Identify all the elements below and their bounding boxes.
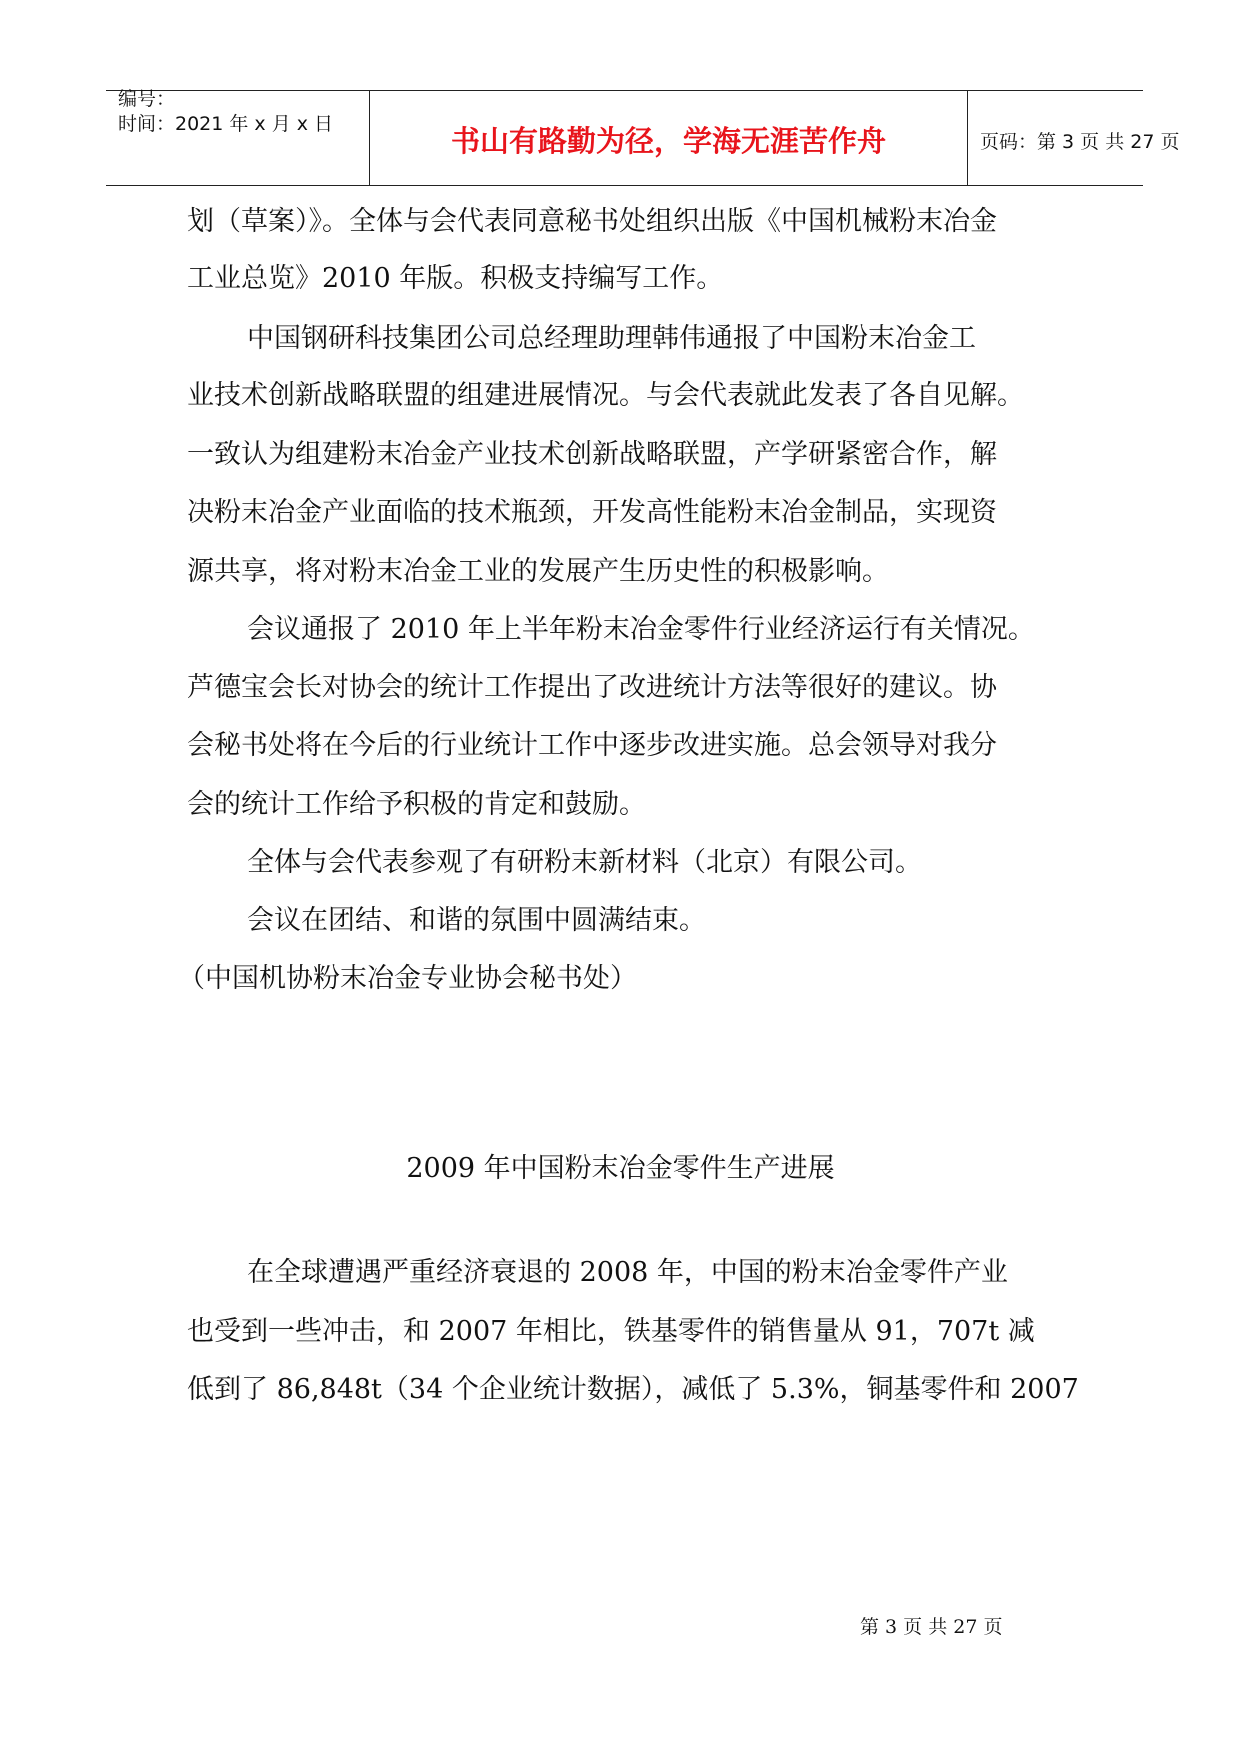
body-line: 业技术创新战略联盟的组建进展情况。与会代表就此发表了各自见解。 — [187, 380, 1024, 411]
body-line: 在全球遭遇严重经济衰退的 2008 年，中国的粉末冶金零件产业 — [247, 1257, 1008, 1288]
document-number-label: 编号： — [118, 88, 176, 110]
page-footer: 第 3 页 共 27 页 — [860, 1616, 1003, 1638]
body-line: 工业总览》2010 年版。积极支持编写工作。 — [187, 263, 724, 294]
header-motto-cell — [370, 91, 968, 185]
body-line: 一致认为组建粉末冶金产业技术创新战略联盟，产学研紧密合作，解 — [187, 439, 997, 470]
body-line: 全体与会代表参观了有研粉末新材料（北京）有限公司。 — [247, 847, 922, 878]
body-line: 中国钢研科技集团公司总经理助理韩伟通报了中国粉末冶金工 — [247, 323, 976, 354]
body-line: 会的统计工作给予积极的肯定和鼓励。 — [187, 789, 646, 820]
body-line: （中国机协粉末冶金专业协会秘书处） — [178, 963, 637, 994]
header-info-cell — [106, 88, 370, 185]
header-page-number: 页码：第 3 页 共 27 页 — [980, 131, 1180, 153]
header-page-cell — [968, 91, 1180, 185]
header-motto: 书山有路勤为径，学海无涯苦作舟 — [450, 124, 886, 158]
page-header — [106, 88, 1180, 186]
section-title: 2009 年中国粉末冶金零件生产进展 — [406, 1153, 835, 1184]
body-line: 低到了 86,848t（34 个企业统计数据），减低了 5.3%，铜基零件和 2007 — [187, 1374, 1079, 1405]
document-date: 时间：2021 年 x 月 x 日 — [118, 113, 334, 135]
body-line: 决粉末冶金产业面临的技术瓶颈，开发高性能粉末冶金制品，实现资 — [187, 497, 997, 528]
body-line: 源共享，将对粉末冶金工业的发展产生历史性的积极影响。 — [187, 556, 889, 587]
body-line: 会秘书处将在今后的行业统计工作中逐步改进实施。总会领导对我分 — [187, 730, 997, 761]
body-line: 会议在团结、和谐的氛围中圆满结束。 — [247, 905, 706, 936]
body-line: 会议通报了 2010 年上半年粉末冶金零件行业经济运行有关情况。 — [247, 614, 1035, 645]
body-line: 也受到一些冲击，和 2007 年相比，铁基零件的销售量从 91，707t 减 — [187, 1316, 1035, 1347]
body-line: 划（草案）》。全体与会代表同意秘书处组织出版《中国机械粉末冶金 — [187, 206, 997, 237]
body-line: 芦德宝会长对协会的统计工作提出了改进统计方法等很好的建议。协 — [187, 672, 997, 703]
